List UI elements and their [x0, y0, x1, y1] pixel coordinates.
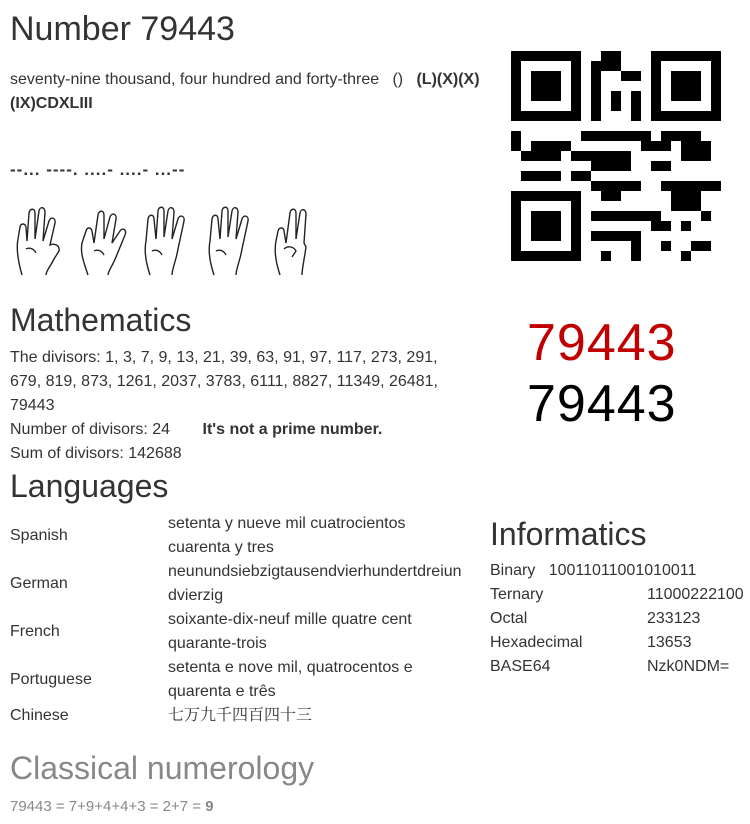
hand-signs	[10, 205, 322, 279]
language-name: German	[10, 575, 68, 592]
mathematics-heading: Mathematics	[10, 302, 192, 338]
number-words: seventy-nine thousand, four hundred and forty-three	[10, 71, 380, 88]
ternary-row	[490, 586, 543, 604]
base64-label: BASE64	[490, 658, 551, 675]
language-name: Spanish	[10, 527, 68, 544]
hand-icon	[266, 205, 322, 279]
languages-heading: Languages	[10, 468, 169, 504]
language-row	[10, 704, 464, 728]
hand-icon	[74, 205, 130, 279]
big-number-black: 79443	[527, 375, 677, 433]
language-row	[10, 512, 464, 560]
binary-row	[490, 562, 696, 580]
informatics-heading: Informatics	[490, 516, 647, 552]
language-row	[10, 608, 464, 656]
morse-code: --... ----. ....- ....- ...--	[10, 160, 186, 179]
page-title: Number 79443	[10, 10, 235, 48]
numerology-equation-line	[10, 798, 214, 815]
divisors-list-3: 79443	[10, 397, 55, 414]
binary-value: 10011011001010011	[548, 562, 697, 579]
hex-value: 13653	[647, 634, 692, 651]
hand-icon	[138, 205, 194, 279]
language-name: Chinese	[10, 707, 69, 724]
big-number-red: 79443	[527, 314, 677, 372]
numerology-heading: Classical numerology	[10, 750, 315, 786]
ternary-value: 11000222100	[647, 586, 744, 603]
language-value: setenta y nueve mil cuatrocientos cuarenta y tres	[168, 515, 406, 556]
hand-icon	[202, 205, 258, 279]
divisors-block	[10, 346, 470, 466]
language-row	[10, 656, 464, 704]
octal-value: 233123	[647, 610, 701, 627]
prime-note: It's not a prime number.	[202, 421, 383, 438]
octal-label: Octal	[490, 610, 528, 627]
numerology-result: 9	[205, 798, 214, 815]
number-words-block	[10, 68, 480, 116]
language-value: soixante-dix-neuf mille quatre cent quarante-trois	[168, 611, 412, 652]
roman-numeral: (L)(X)(X)(IX)CDXLIII	[10, 71, 480, 112]
language-row	[10, 560, 464, 608]
binary-label: Binary	[490, 562, 536, 579]
language-name: Portuguese	[10, 671, 92, 688]
numerology-equation: 79443 = 7+9+4+4+3 = 2+7 =	[10, 798, 206, 815]
language-value: 七万九千四百四十三	[168, 707, 313, 724]
ternary-label: Ternary	[490, 586, 544, 603]
divisors-label: The divisors:	[10, 349, 101, 366]
hex-label: Hexadecimal	[490, 634, 583, 651]
divisors-list-1: 1, 3, 7, 9, 13, 21, 39, 63, 91, 97, 117, 273, 291,	[105, 349, 438, 366]
informatics-list	[490, 562, 750, 692]
hand-icon	[10, 205, 66, 279]
qr-code-icon	[511, 51, 721, 261]
languages-table	[10, 512, 464, 728]
number-of-divisors: Number of divisors: 24	[10, 421, 171, 438]
parens: ()	[392, 71, 404, 88]
language-value: setenta e nove mil, quatrocentos e quarenta e três	[168, 659, 413, 700]
language-name: French	[10, 623, 60, 640]
sum-of-divisors: Sum of divisors: 142688	[10, 445, 182, 462]
language-value: neunundsiebzigtausendvierhundertdreiun dvierzig	[168, 563, 462, 604]
base64-value: Nzk0NDM=	[647, 658, 730, 675]
divisors-list-2: 679, 819, 873, 1261, 2037, 3783, 6111, 8827, 11349, 26481,	[10, 373, 438, 390]
